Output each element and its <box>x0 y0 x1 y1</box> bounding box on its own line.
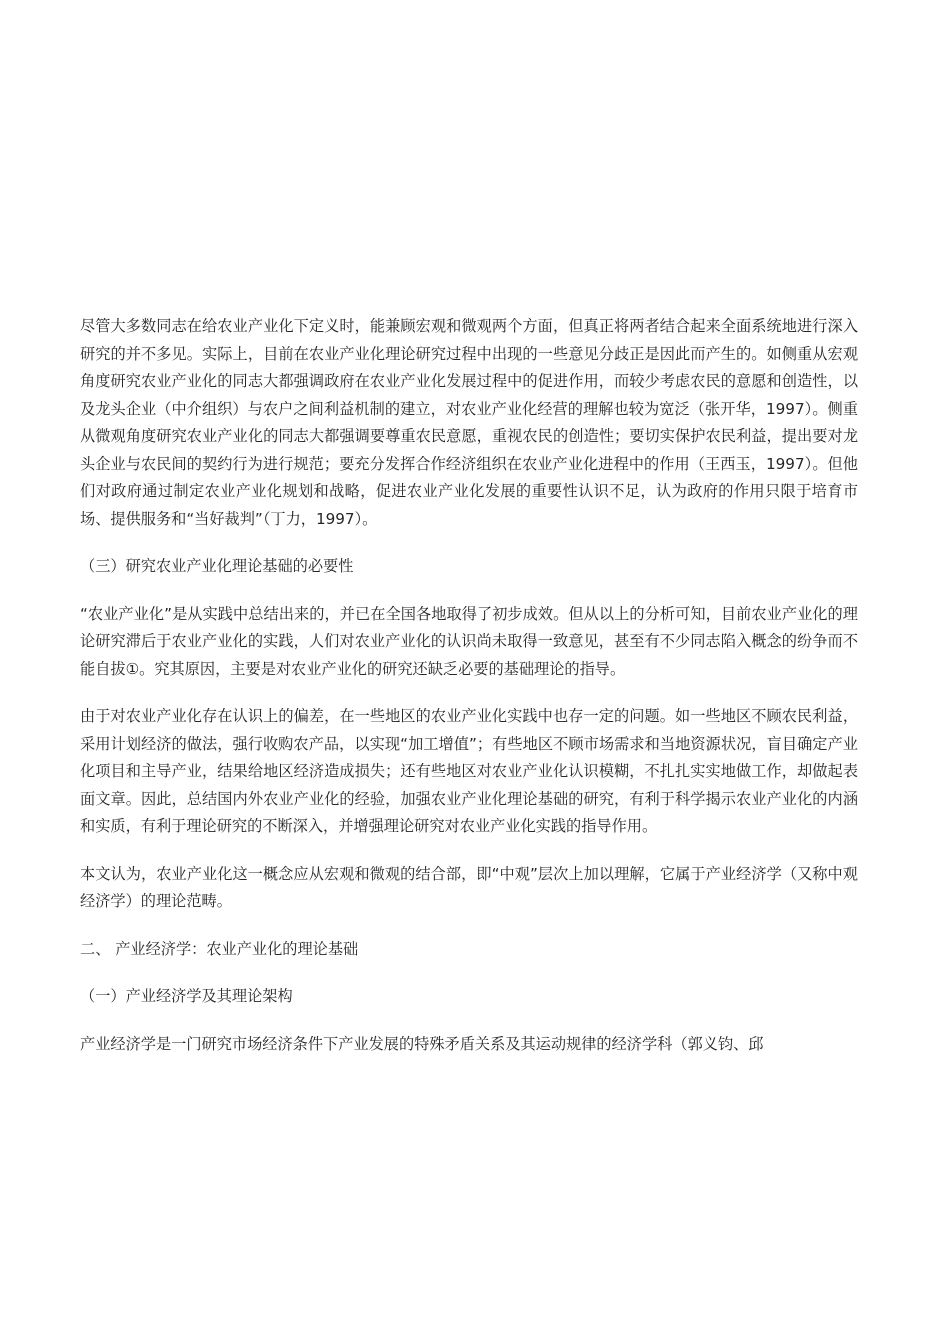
paragraph-practice-problems: 由于对农业产业化存在认识上的偏差，在一些地区的农业产业化实践中也存一定的问题。如一些地区不顾农民利益，采用计划经济的做法，强行收购农产品，以实现“加工增值”；有些地区不顾市场需求和当地资源状况，盲目确定产业化项目和主导产业，结果给地区经济造成损失；还有些地区对农业产业化认识模糊，不扎扎实实地做工作，却做起表面文章。因此，总结国内外农业产业化的经验，加强农业产业化理论基础的研究，有利于科学揭示农业产业化的内涵和实质，有利于理论研究的不断深入，并增强理论研究对农业产业化实践的指导作用。 <box>80 707 858 835</box>
paragraph-author-view: 本文认为，农业产业化这一概念应从宏观和微观的结合部，即“中观”层次上加以理解，它属于产业经济学（又称中观经济学）的理论范畴。 <box>80 864 858 910</box>
paragraph-theory-divergence: 尽管大多数同志在给农业产业化下定义时，能兼顾宏观和微观两个方面，但真正将两者结合起来全面系统地进行深入研究的并不多见。实际上，目前在农业产业化理论研究过程中出现的一些意见分歧正是因此而产生的。如侧重从宏观角度研究农业产业化的同志大都强调政府在农业产业化发展过程中的促进作用，而较少考虑农民的意愿和创造性，以及龙头企业（中介组织）与农户之间利益机制的建立，对农业产业化经营的理解也较为宽泛（张开华，1997）。侧重从微观角度研究农业产业化的同志大都强调要尊重农民意愿，重视农民的创造性；要切实保护农民利益，提出要对龙头企业与农民间的契约行为进行规范；要充分发挥合作经济组织在农业产业化进程中的作用（王西玉，1997）。但他们对政府通过制定农业产业化规划和战略，促进农业产业化发展的重要性认识不足，认为政府的作用只限于培育市场、提供服务和“当好裁判”（丁力，1997）。 <box>80 317 858 528</box>
paragraph-practice-summary: “农业产业化”是从实践中总结出来的，并已在全国各地取得了初步成效。但从以上的分析可知，目前农业产业化的理论研究滞后于农业产业化的实践，人们对农业产业化的认识尚未取得一致意见，甚至有不少同志陷入概念的纷争而不能自拔①。究其原因，主要是对农业产业化的研究还缺乏必要的基础理论的指导。 <box>80 604 858 678</box>
section-heading-necessity: （三）研究农业产业化理论基础的必要性 <box>80 557 354 575</box>
section-heading-framework: （一）产业经济学及其理论架构 <box>80 987 293 1005</box>
document-body <box>80 313 858 1058</box>
chapter-heading-industrial-economics: 二、 产业经济学：农业产业化的理论基础 <box>80 939 359 958</box>
paragraph-industrial-economics-definition: 产业经济学是一门研究市场经济条件下产业发展的特殊矛盾关系及其运动规律的经济学科（郭义钧、邱 <box>80 1034 764 1053</box>
